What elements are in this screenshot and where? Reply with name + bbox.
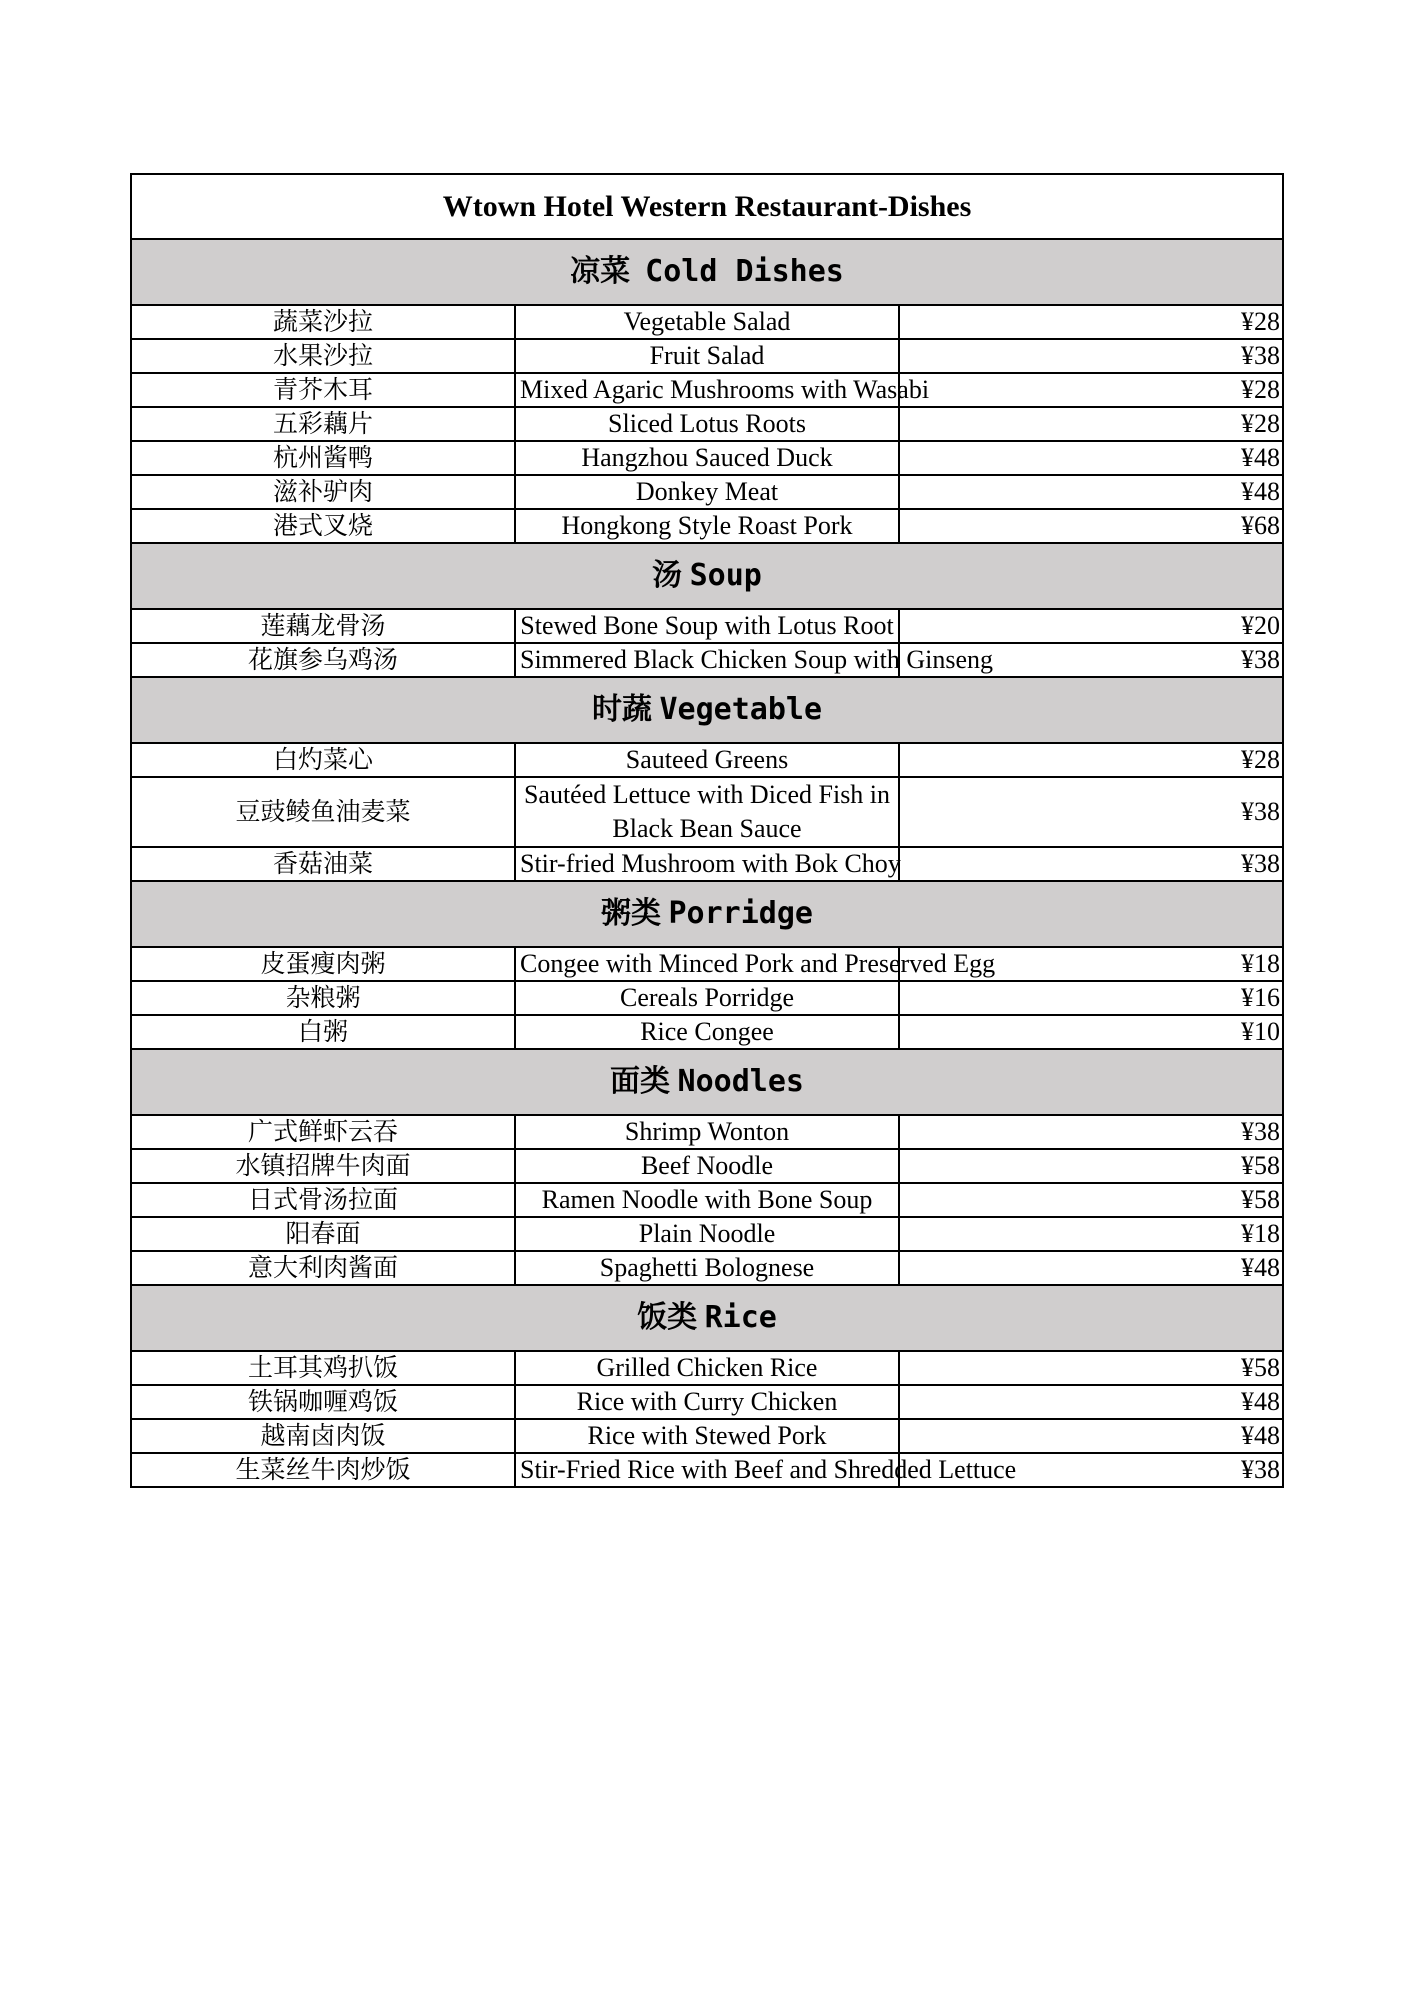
dish-name-zh: 阳春面: [131, 1217, 515, 1251]
menu-item-row: [131, 339, 1283, 373]
menu-item-row: [131, 475, 1283, 509]
dish-price: ¥16: [899, 981, 1283, 1015]
section-title-en: Cold Dishes: [645, 254, 844, 289]
menu-item-row: [131, 1251, 1283, 1285]
menu-item-row: [131, 1149, 1283, 1183]
section-title-zh: 饭类: [637, 1300, 698, 1335]
dish-name-zh: 皮蛋瘦肉粥: [131, 947, 515, 981]
dish-price: ¥58: [899, 1149, 1283, 1183]
menu-title: Wtown Hotel Western Restaurant-Dishes: [131, 174, 1283, 239]
dish-name-zh: 水果沙拉: [131, 339, 515, 373]
section-header: [131, 543, 1283, 609]
dish-name-en: Stir-Fried Rice with Beef and Shredded Lettuce: [515, 1453, 899, 1487]
menu-item-row: [131, 1015, 1283, 1049]
dish-name-zh: 白粥: [131, 1015, 515, 1049]
section-title-zh: 面类: [610, 1064, 671, 1099]
section-header: [131, 677, 1283, 743]
dish-price: ¥38: [899, 777, 1283, 847]
menu-item-row: [131, 509, 1283, 543]
dish-name-en: Ramen Noodle with Bone Soup: [515, 1183, 899, 1217]
menu-table: [130, 173, 1284, 1488]
section-title-en: Vegetable: [659, 692, 823, 727]
dish-name-en: Rice with Stewed Pork: [515, 1419, 899, 1453]
dish-name-en: Grilled Chicken Rice: [515, 1351, 899, 1385]
dish-name-zh: 花旗参乌鸡汤: [131, 643, 515, 677]
section-title: [131, 1285, 1283, 1351]
dish-price: ¥20: [899, 609, 1283, 643]
menu-item-row: [131, 947, 1283, 981]
dish-name-en: Rice with Curry Chicken: [515, 1385, 899, 1419]
section-title-separator: [682, 559, 690, 592]
dish-name-en: Sauteed Greens: [515, 743, 899, 777]
menu-item-row: [131, 1385, 1283, 1419]
dish-price: ¥48: [899, 441, 1283, 475]
dish-name-zh: 杂粮粥: [131, 981, 515, 1015]
section-title: [131, 881, 1283, 947]
section-header: [131, 1285, 1283, 1351]
menu-item-row: [131, 1419, 1283, 1453]
menu-item-row: [131, 777, 1283, 847]
dish-price: ¥38: [899, 1453, 1283, 1487]
dish-name-en: Vegetable Salad: [515, 305, 899, 339]
section-title-en: Soup: [689, 558, 762, 593]
dish-name-zh: 白灼菜心: [131, 743, 515, 777]
menu-item-row: [131, 609, 1283, 643]
dish-name-en: Sliced Lotus Roots: [515, 407, 899, 441]
section-title-separator: [630, 255, 645, 288]
menu-item-row: [131, 743, 1283, 777]
section-title-zh: 汤: [652, 558, 683, 593]
menu-item-row: [131, 1115, 1283, 1149]
dish-name-en: Fruit Salad: [515, 339, 899, 373]
dish-name-zh: 香菇油菜: [131, 847, 515, 881]
section-title-en: Rice: [704, 1300, 777, 1335]
section-title-zh: 凉菜: [570, 254, 631, 289]
section-title: [131, 239, 1283, 305]
dish-name-en: Shrimp Wonton: [515, 1115, 899, 1149]
section-title: [131, 1049, 1283, 1115]
menu-item-row: [131, 981, 1283, 1015]
dish-price: ¥28: [899, 305, 1283, 339]
dish-name-zh: 广式鲜虾云吞: [131, 1115, 515, 1149]
dish-name-zh: 豆豉鲮鱼油麦菜: [131, 777, 515, 847]
section-title-en: Noodles: [677, 1064, 804, 1099]
dish-name-zh: 水镇招牌牛肉面: [131, 1149, 515, 1183]
dish-price: ¥48: [899, 1385, 1283, 1419]
dish-price: ¥38: [899, 847, 1283, 881]
dish-price: ¥38: [899, 643, 1283, 677]
dish-price: ¥28: [899, 743, 1283, 777]
menu-item-row: [131, 441, 1283, 475]
dish-name-en: Simmered Black Chicken Soup with Ginseng: [515, 643, 899, 677]
title-row: [131, 174, 1283, 239]
dish-name-zh: 日式骨汤拉面: [131, 1183, 515, 1217]
dish-name-zh: 蔬菜沙拉: [131, 305, 515, 339]
dish-name-zh: 青芥木耳: [131, 373, 515, 407]
dish-name-zh: 莲藕龙骨汤: [131, 609, 515, 643]
dish-name-en: Stewed Bone Soup with Lotus Root: [515, 609, 899, 643]
section-title-en: Porridge: [668, 896, 813, 931]
menu-item-row: [131, 373, 1283, 407]
dish-name-zh: 滋补驴肉: [131, 475, 515, 509]
dish-name-en: Congee with Minced Pork and Preserved Egg: [515, 947, 899, 981]
dish-price: ¥28: [899, 373, 1283, 407]
menu-item-row: [131, 407, 1283, 441]
dish-name-zh: 杭州酱鸭: [131, 441, 515, 475]
dish-price: ¥18: [899, 1217, 1283, 1251]
dish-name-zh: 铁锅咖喱鸡饭: [131, 1385, 515, 1419]
dish-price: ¥28: [899, 407, 1283, 441]
section-header: [131, 1049, 1283, 1115]
dish-name-en: Sautéed Lettuce with Diced Fish in Black Bean Sauce: [515, 777, 899, 847]
dish-name-en: Mixed Agaric Mushrooms with Wasabi: [515, 373, 899, 407]
menu-item-row: [131, 1217, 1283, 1251]
dish-name-en: Donkey Meat: [515, 475, 899, 509]
dish-name-en: Hongkong Style Roast Pork: [515, 509, 899, 543]
section-title-separator: [697, 1301, 705, 1334]
dish-price: ¥38: [899, 339, 1283, 373]
dish-name-zh: 越南卤肉饭: [131, 1419, 515, 1453]
dish-name-en: Stir-fried Mushroom with Bok Choy: [515, 847, 899, 881]
dish-name-en: Rice Congee: [515, 1015, 899, 1049]
dish-price: ¥18: [899, 947, 1283, 981]
menu-item-row: [131, 1351, 1283, 1385]
dish-price: ¥68: [899, 509, 1283, 543]
section-title: [131, 677, 1283, 743]
dish-price: ¥48: [899, 1251, 1283, 1285]
dish-name-zh: 五彩藕片: [131, 407, 515, 441]
dish-price: ¥10: [899, 1015, 1283, 1049]
section-title: [131, 543, 1283, 609]
dish-name-en: Hangzhou Sauced Duck: [515, 441, 899, 475]
dish-price: ¥58: [899, 1351, 1283, 1385]
menu-item-row: [131, 1453, 1283, 1487]
dish-price: ¥48: [899, 1419, 1283, 1453]
section-header: [131, 239, 1283, 305]
dish-name-zh: 港式叉烧: [131, 509, 515, 543]
menu-body: [131, 174, 1283, 1487]
dish-price: ¥48: [899, 475, 1283, 509]
dish-price: ¥38: [899, 1115, 1283, 1149]
menu-item-row: [131, 643, 1283, 677]
menu-item-row: [131, 305, 1283, 339]
section-title-zh: 时蔬: [591, 692, 652, 727]
dish-name-zh: 生菜丝牛肉炒饭: [131, 1453, 515, 1487]
dish-name-en: Spaghetti Bolognese: [515, 1251, 899, 1285]
section-title-separator: [661, 897, 669, 930]
section-title-zh: 粥类: [601, 896, 661, 931]
dish-price: ¥58: [899, 1183, 1283, 1217]
dish-name-en: Plain Noodle: [515, 1217, 899, 1251]
dish-name-en: Cereals Porridge: [515, 981, 899, 1015]
section-header: [131, 881, 1283, 947]
dish-name-zh: 土耳其鸡扒饭: [131, 1351, 515, 1385]
menu-item-row: [131, 847, 1283, 881]
section-title-separator: [670, 1065, 678, 1098]
dish-name-en: Beef Noodle: [515, 1149, 899, 1183]
menu-item-row: [131, 1183, 1283, 1217]
dish-name-zh: 意大利肉酱面: [131, 1251, 515, 1285]
